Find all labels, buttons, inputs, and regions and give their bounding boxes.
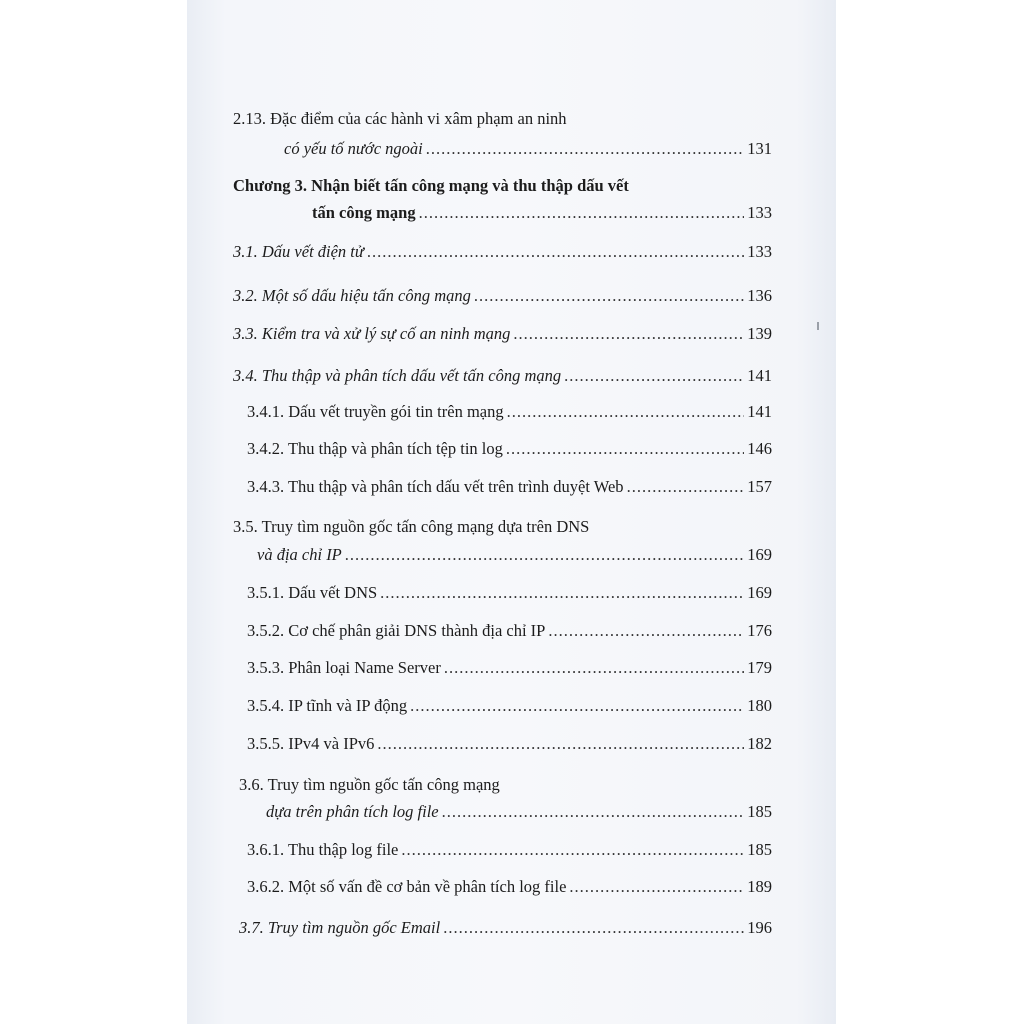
- toc-title: 3.4. Thu thập và phân tích dấu vết tấn công mạng: [233, 366, 562, 385]
- toc-title: 3.7. Truy tìm nguồn gốc Email: [239, 918, 441, 937]
- toc-entry-3-4-1: [247, 402, 772, 422]
- leader-dots: [442, 802, 745, 822]
- leader-dots: [345, 545, 744, 565]
- toc-title: 3.4.3. Thu thập và phân tích dấu vết trên trình duyệt Web: [247, 477, 624, 496]
- toc-title: và địa chỉ IP: [257, 545, 342, 564]
- toc-entry-3-5-1: [247, 583, 772, 603]
- toc-entry-3-6-1: [247, 840, 772, 860]
- toc-title: 3.2. Một số dấu hiệu tấn công mạng: [233, 286, 471, 305]
- toc-page-number: 180: [747, 696, 772, 715]
- leader-dots: [419, 203, 745, 223]
- leader-dots: [627, 477, 745, 497]
- leader-dots: [474, 286, 744, 306]
- toc-entry-3-5-line1: 3.5. Truy tìm nguồn gốc tấn công mạng dựa trên DNS: [233, 517, 590, 536]
- toc-entry-3-5: [257, 545, 772, 565]
- toc-chapter-3-line1: Chương 3. Nhận biết tấn công mạng và thu thập dấu vết: [233, 176, 629, 195]
- leader-dots: [401, 840, 744, 860]
- toc-title: 3.5.2. Cơ chế phân giải DNS thành địa chỉ IP: [247, 621, 546, 640]
- toc-page-number: 146: [747, 439, 772, 458]
- toc-page-number: 141: [747, 366, 772, 385]
- toc-title: 3.1. Dấu vết điện tử: [233, 242, 364, 261]
- toc-page-number: 133: [747, 203, 772, 222]
- leader-dots: [564, 366, 744, 386]
- toc-entry-2-13: [284, 139, 772, 159]
- leader-dots: [377, 734, 744, 754]
- toc-page-number: 196: [747, 918, 772, 937]
- toc-title: 3.4.1. Dấu vết truyền gói tin trên mạng: [247, 402, 504, 421]
- leader-dots: [410, 696, 744, 716]
- toc-entry-3-3: [233, 324, 772, 344]
- toc-title: 3.4.2. Thu thập và phân tích tệp tin log: [247, 439, 503, 458]
- toc-title: 3.6.1. Thu thập log file: [247, 840, 399, 859]
- toc-entry-3-4-3: [247, 477, 772, 497]
- toc-entry-2-13-line1: 2.13. Đặc điểm của các hành vi xâm phạm an ninh: [233, 109, 567, 128]
- toc-page-number: 169: [747, 545, 772, 564]
- toc-title: tấn công mạng: [312, 203, 416, 222]
- leader-dots: [548, 621, 744, 641]
- toc-page-number: 189: [747, 877, 772, 896]
- toc-title: 3.5.5. IPv4 và IPv6: [247, 734, 375, 753]
- toc-page-number: 176: [747, 621, 772, 640]
- leader-dots: [380, 583, 744, 603]
- leader-dots: [367, 242, 744, 262]
- toc-entry-3-6-line1: 3.6. Truy tìm nguồn gốc tấn công mạng: [239, 775, 500, 794]
- toc-entry-3-1: [233, 242, 772, 262]
- toc-page-number: 169: [747, 583, 772, 602]
- toc-page-number: 185: [747, 840, 772, 859]
- toc-page-number: 185: [747, 802, 772, 821]
- toc-entry-3-6-2: [247, 877, 772, 897]
- toc-entry-3-5-2: [247, 621, 772, 641]
- toc-page-number: 179: [747, 658, 772, 677]
- toc-title: 3.3. Kiểm tra và xử lý sự cố an ninh mạng: [233, 324, 511, 343]
- toc-entry-3-4: [233, 366, 772, 386]
- toc-entry-3-6: [266, 802, 772, 822]
- toc-title: 3.6.2. Một số vấn đề cơ bản về phân tích log file: [247, 877, 567, 896]
- leader-dots: [507, 402, 745, 422]
- leader-dots: [426, 139, 744, 159]
- toc-title: 3.5.1. Dấu vết DNS: [247, 583, 378, 602]
- margin-mark: [817, 322, 819, 330]
- toc-page-number: 131: [747, 139, 772, 158]
- toc-entry-3-4-2: [247, 439, 772, 459]
- toc-page-number: 133: [747, 242, 772, 261]
- toc-page-number: 139: [747, 324, 772, 343]
- toc-entry-3-5-4: [247, 696, 772, 716]
- toc-title: 3.5.3. Phân loại Name Server: [247, 658, 441, 677]
- leader-dots: [444, 658, 744, 678]
- book-page: [187, 0, 836, 1024]
- toc-title: 3.5.4. IP tĩnh và IP động: [247, 696, 408, 715]
- toc-entry-3-5-3: [247, 658, 772, 678]
- toc-page-number: 182: [747, 734, 772, 753]
- toc-title: có yếu tố nước ngoài: [284, 139, 423, 158]
- toc-page-number: 141: [747, 402, 772, 421]
- toc-title: dựa trên phân tích log file: [266, 802, 439, 821]
- toc-page-number: 157: [747, 477, 772, 496]
- leader-dots: [443, 918, 744, 938]
- toc-entry-3-7: [239, 918, 772, 938]
- toc-chapter-3: [312, 203, 772, 223]
- leader-dots: [513, 324, 744, 344]
- toc-page-number: 136: [747, 286, 772, 305]
- leader-dots: [569, 877, 744, 897]
- toc-entry-3-5-5: [247, 734, 772, 754]
- toc-entry-3-2: [233, 286, 772, 306]
- leader-dots: [506, 439, 744, 459]
